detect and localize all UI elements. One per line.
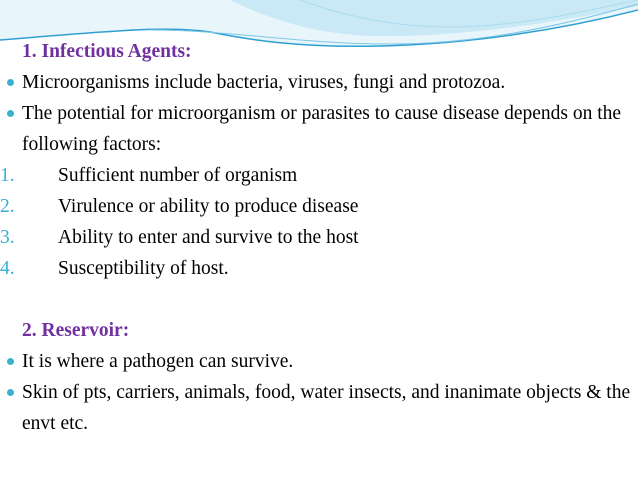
bullet-item: [0, 98, 632, 160]
bullet-item: [0, 67, 632, 98]
factor-number: 3.: [0, 227, 15, 248]
section-heading-infectious-agents: 1. Infectious Agents:: [22, 41, 192, 62]
bullet-icon: [0, 346, 20, 365]
bullet-icon: [0, 98, 20, 117]
factor-number: 4.: [0, 258, 15, 279]
factor-number: 1.: [0, 165, 15, 186]
bullet-text: Skin of pts, carriers, animals, food, water insects, and inanimate objects & the envt etc.: [22, 382, 631, 434]
factor-text: Ability to enter and survive to the host: [58, 227, 359, 248]
bullet-text: It is where a pathogen can survive.: [22, 351, 294, 372]
bullet-text: Microorganisms include bacteria, viruses, fungi and protozoa.: [22, 72, 506, 93]
factor-item: [0, 160, 632, 191]
factor-item: [0, 191, 632, 222]
bullet-text: The potential for microorganism or parasites to cause disease depends on the following factors:: [22, 103, 622, 155]
factor-item: [0, 222, 632, 253]
factor-number: 2.: [0, 196, 15, 217]
slide-content: [0, 36, 632, 439]
bullet-icon: [0, 377, 20, 396]
factor-text: Sufficient number of organism: [58, 165, 298, 186]
bullet-item: [0, 346, 632, 377]
factor-item: [0, 253, 632, 284]
factor-text: Susceptibility of host.: [58, 258, 229, 279]
section-spacer: [0, 284, 632, 315]
bullet-item: [0, 377, 632, 439]
section-heading-reservoir: 2. Reservoir:: [22, 320, 130, 341]
factor-text: Virulence or ability to produce disease: [58, 196, 359, 217]
bullet-icon: [0, 67, 20, 86]
